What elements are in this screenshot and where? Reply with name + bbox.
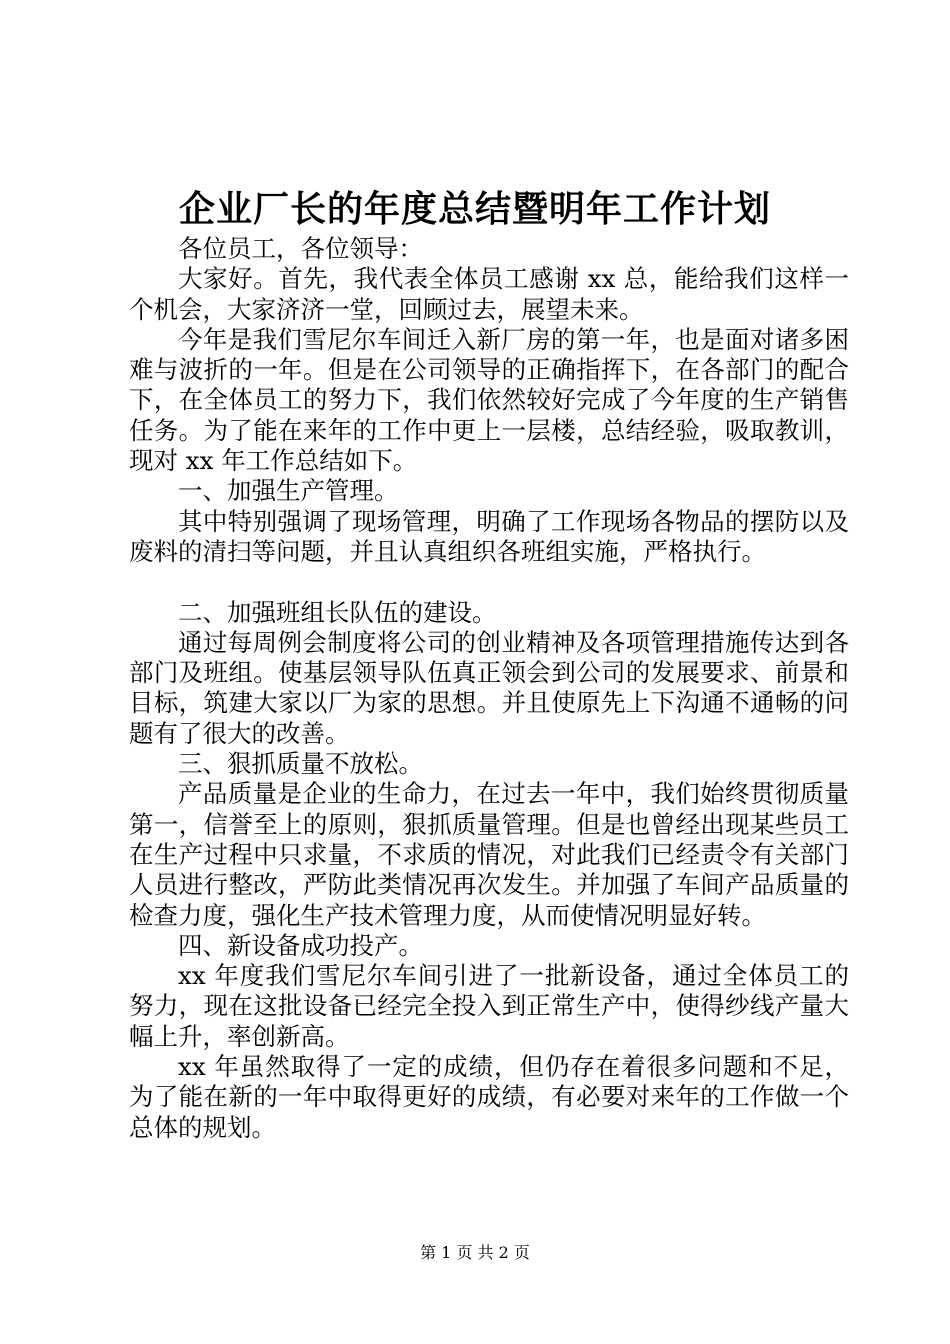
section-heading-4: 四、新设备成功投产。 [178, 930, 423, 960]
section-heading-2: 二、加强班组长队伍的建设。 [178, 597, 497, 627]
section-paragraph-1: 其中特别强调了现场管理，明确了工作现场各物品的摆防以及废料的清扫等问题，并且认真组织各班组实施，严格执行。 [129, 506, 849, 566]
section-paragraph-3: 产品质量是企业的生命力，在过去一年中，我们始终贯彻质量第一，信誉至上的原则，狠抓质量管理。但是也曾经出现某些员工在生产过程中只求量，不求质的情况，对此我们已经责令有关部门人员进行整改，严防此类情况再次发生。并加强了车间产品质量的检查力度，强化生产技术管理力度，从而使情况明显好转。 [129, 779, 849, 930]
page-number: 第 1 页 共 2 页 [420, 1243, 530, 1262]
section-paragraph-4: xx 年度我们雪尼尔车间引进了一批新设备，通过全体员工的努力，现在这批设备已经完全投入到正常生产中，使得纱线产量大幅上升，率创新高。 [129, 961, 849, 1051]
section-heading-3: 三、狠抓质量不放松。 [178, 749, 423, 779]
document-title: 企业厂长的年度总结暨明年工作计划 [178, 188, 771, 230]
document-body [129, 234, 849, 1143]
intro-paragraph: 大家好。首先，我代表全体员工感谢 xx 总，能给我们这样一个机会，大家济济一堂，回顾过去，展望未来。 [129, 264, 849, 324]
section-heading-1: 一、加强生产管理。 [178, 476, 399, 506]
overview-paragraph: 今年是我们雪尼尔车间迁入新厂房的第一年，也是面对诸多困难与波折的一年。但是在公司领导的正确指挥下，在各部门的配合下，在全体员工的努力下，我们依然较好完成了今年度的生产销售任务。为了能在来年的工作中更上一层楼，总结经验，吸取教训，现对 xx 年工作总结如下。 [129, 324, 849, 476]
section-paragraph-2: 通过每周例会制度将公司的创业精神及各项管理措施传达到各部门及班组。使基层领导队伍真正领会到公司的发展要求、前景和目标，筑建大家以厂为家的思想。并且使原先上下沟通不通畅的问题有了很大的改善。 [129, 627, 849, 748]
salutation-paragraph: 各位员工，各位领导： [178, 234, 423, 263]
closing-paragraph: xx 年虽然取得了一定的成绩，但仍存在着很多问题和不足，为了能在新的一年中取得更好的成绩，有必要对来年的工作做一个总体的规划。 [129, 1052, 849, 1142]
